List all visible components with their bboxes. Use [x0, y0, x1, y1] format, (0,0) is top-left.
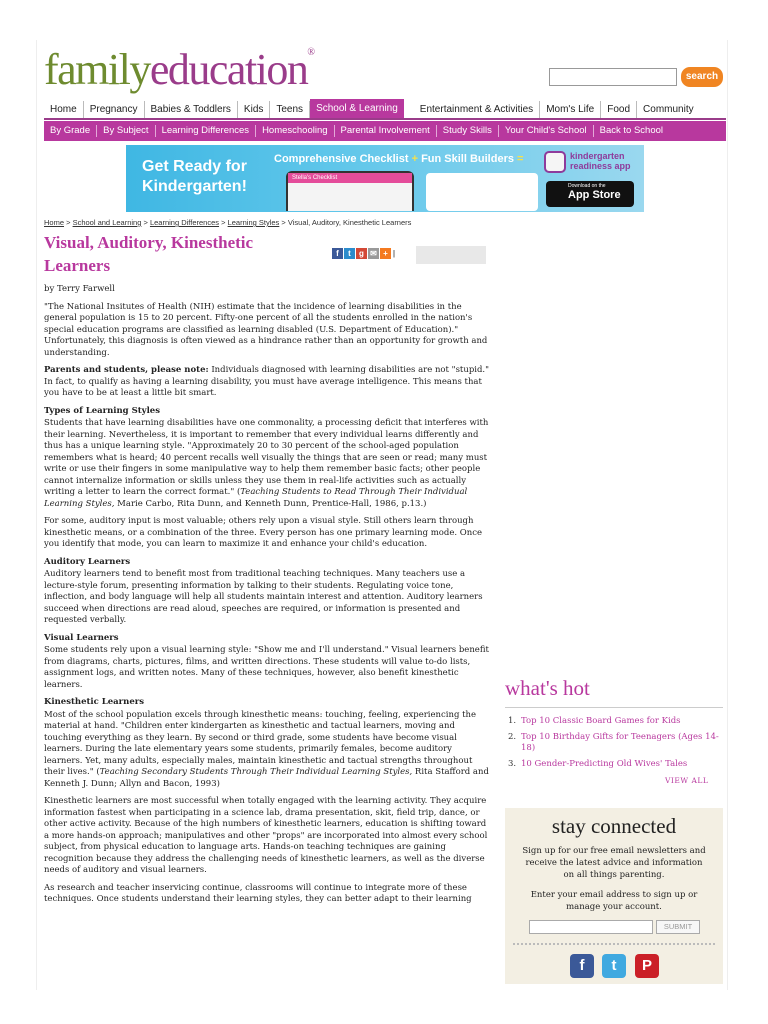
item-number: 3.	[508, 758, 517, 769]
banner-headline-2: Kindergarten!	[142, 178, 247, 195]
subnav-parental-involvement[interactable]: Parental Involvement	[335, 125, 437, 137]
email-share-icon[interactable]: ✉	[368, 248, 379, 259]
share-bar	[332, 248, 396, 259]
subnav-by-subject[interactable]: By Subject	[97, 125, 155, 137]
nav-kids[interactable]: Kids	[238, 101, 270, 118]
primary-nav	[44, 101, 726, 120]
view-all-link[interactable]: VIEW ALL	[665, 776, 709, 785]
whats-hot-list	[505, 716, 723, 770]
breadcrumb-home[interactable]: Home	[44, 218, 65, 227]
note-lead: Parents and students, please note:	[44, 365, 209, 375]
newsletter-email-input[interactable]	[529, 920, 653, 934]
article-paragraph: For some, auditory input is most valuable; others rely upon a visual style. Still others learn through kinesthetic means, or a combination of the three. Every person has one primary learning mode. Once you identify that mode, you can learn to maximize it and enhance your child's education.	[44, 516, 482, 549]
nav-home[interactable]: Home	[44, 101, 84, 118]
breadcrumb-learning-differences[interactable]: Learning Differences	[149, 218, 220, 227]
nav-babies-toddlers[interactable]: Babies & Toddlers	[145, 101, 238, 118]
article-paragraph-note	[44, 365, 490, 400]
banner-headline	[142, 157, 247, 197]
banner-tag-eq: =	[517, 153, 524, 165]
article-paragraph-kinesthetic	[44, 710, 490, 791]
whats-hot-item[interactable]	[505, 732, 723, 755]
pinterest-icon[interactable]: P	[635, 954, 659, 978]
secondary-nav	[44, 121, 726, 141]
banner-phone-header: Stella's Checklist	[288, 173, 412, 183]
dotted-divider	[513, 943, 715, 945]
facebook-icon[interactable]: f	[570, 954, 594, 978]
nav-moms-life[interactable]: Mom's Life	[540, 101, 601, 118]
nav-school-learning[interactable]: School & Learning	[310, 99, 404, 118]
nav-food[interactable]: Food	[601, 101, 637, 118]
search-input[interactable]	[549, 68, 677, 86]
nav-pregnancy[interactable]: Pregnancy	[84, 101, 145, 118]
nav-teens[interactable]: Teens	[270, 101, 310, 118]
kinesthetic-text: Most of the school population excels through kinesthetic means: touching, feeling, experiencing the material at hand. "Children enter kindergarten as kinesthetic and tactual learners, moving and touching everything as they learn. By second or third grade, some students have become visual learners. During the late elementary years some students, primarily females, become auditory learners. Yet, many adults, especially males, maintain kinesthetic and tactual strengths throughout their lives." (	[44, 709, 477, 777]
banner-app-name	[544, 151, 634, 175]
article-paragraph: Auditory learners tend to benefit most from traditional teaching techniques. Many teachers use a lecture-style forum, presenting information by talking to their students. Regulating voice tone, inflection, and body language will help all students maintain interest and attention. Auditory learners succeed when directions are read aloud, speeches are required, or information is presented and requested verbally.	[44, 569, 483, 625]
ad-banner[interactable]	[126, 145, 644, 212]
section-heading-auditory: Auditory Learners	[44, 556, 131, 567]
subnav-your-childs-school[interactable]: Your Child's School	[499, 125, 594, 137]
item-number: 2.	[508, 731, 517, 742]
banner-tag-plus: +	[411, 153, 418, 165]
stay-connected-title: stay connected	[551, 814, 677, 838]
logo-part-education: education	[149, 45, 308, 94]
google-plus-share-icon[interactable]: g	[356, 248, 367, 259]
banner-headline-1: Get Ready for	[142, 158, 247, 175]
kinesthetic-citation: Rita Stafford and Kenneth J. Dunn; Allyn and Bacon, 1993)	[44, 767, 489, 789]
types-citation-title: Teaching Students to Read Through Their Individual Learning Styles,	[44, 487, 468, 509]
logo-part-family: family	[44, 45, 150, 94]
page-title	[44, 231, 284, 277]
types-text: Students that have learning disabilities have one commonality, a processing deficit that interferes with their learning. Nevertheless, it is important to remember that every individual learns differently and thus has a unique learning style. "Approximately 20 to 30 percent of the school-aged population remembers what is heard; 40 percent recalls well visually the things that are seen or read; many must write or use their fingers in some manipulative way to help them remember basic facts; other people cannot internalize information or skills unless they use them in real-life activities such as actually writing a letter to learn the correct format." (	[44, 418, 489, 497]
article-paragraph: As research and teacher inservicing continue, classrooms will continue to integrate more of these techniques. Once students understand their learning styles, they can better adapt to their learning	[44, 882, 472, 904]
whats-hot-item[interactable]	[505, 716, 723, 728]
article-paragraph: Some students rely upon a visual learning style: "Show me and I'll understand." Visual learners benefit from diagrams, charts, pictures, films, and written directions. These students will value to-do lists, assignment logs, and written notes. Many of these techniques, however, also benefit kinesthetic learners.	[44, 645, 489, 690]
section-heading-types: Types of Learning Styles	[44, 405, 160, 416]
title-line-1: Visual, Auditory, Kinesthetic	[44, 233, 254, 252]
banner-app-3: app	[614, 161, 631, 171]
stay-connected-widget	[505, 808, 723, 984]
note-text: Individuals diagnosed with learning disabilities are not "stupid." In fact, to qualify as having a learning disability, you must have average intelligence. This means that you have to be at least a little bit smart.	[44, 365, 490, 398]
banner-tag-1: Comprehensive Checklist	[274, 153, 409, 165]
share-divider: |	[392, 249, 396, 258]
section-heading-visual: Visual Learners	[44, 632, 119, 643]
article-paragraph: Kinesthetic learners are most successful when totally engaged with the learning activity. They acquire information fastest when participating in a science lab, drama presentation, skit, field trip, dance, or other active activity. Because of the high numbers of kinesthetic learners, education is shifting toward a more hands-on approach; manipulatives and other "props" are incorporated into almost every school subject, from physical education to language arts. Hands-on teaching techniques are gaining recognition because they address the challenging needs of kinesthetic learners, as well as the diverse needs of auditory and visual learners.	[44, 796, 488, 875]
store-line-2: App Store	[568, 189, 621, 201]
newsletter-description: Sign up for our free email newsletters and receive the latest advice and information on all things parenting.	[522, 846, 706, 880]
banner-app-1: kindergarten	[570, 151, 625, 161]
subnav-homeschooling[interactable]: Homeschooling	[256, 125, 334, 137]
subnav-learning-differences[interactable]: Learning Differences	[156, 125, 257, 137]
site-logo[interactable]	[44, 45, 314, 94]
item-link[interactable]: 10 Gender-Predicting Old Wives' Tales	[521, 758, 688, 769]
article-paragraph-types	[44, 418, 490, 510]
share-widget-placeholder	[416, 246, 486, 264]
subnav-study-skills[interactable]: Study Skills	[437, 125, 499, 137]
whats-hot-item[interactable]	[505, 759, 723, 771]
byline: by Terry Farwell	[44, 284, 115, 294]
logo-registered: ®	[307, 47, 314, 58]
breadcrumb-learning-styles[interactable]: Learning Styles	[227, 218, 280, 227]
types-citation: Marie Carbo, Rita Dunn, and Kenneth Dunn, Prentice-Hall, 1986, p.13.)	[114, 498, 427, 509]
breadcrumb-current: Visual, Auditory, Kinesthetic Learners	[287, 218, 412, 227]
twitter-share-icon[interactable]: t	[344, 248, 355, 259]
search-button[interactable]: search	[681, 67, 723, 87]
banner-phone-image	[286, 171, 414, 211]
item-link[interactable]: Top 10 Birthday Gifts for Teenagers (Ages 14-18)	[521, 731, 719, 753]
more-share-icon[interactable]: +	[380, 248, 391, 259]
item-number: 1.	[508, 716, 517, 726]
facebook-share-icon[interactable]: f	[332, 248, 343, 259]
banner-app-screens	[426, 173, 538, 211]
store-line-1: Download on the	[568, 183, 606, 189]
subnav-by-grade[interactable]: By Grade	[44, 125, 97, 137]
submit-button[interactable]: SUBMIT	[656, 920, 700, 934]
item-link[interactable]: Top 10 Classic Board Games for Kids	[521, 716, 681, 726]
banner-tagline	[274, 153, 523, 165]
article-paragraph: "The National Insitutes of Health (NIH) estimate that the incidence of learning disabilities in the general population is 15 to 20 percent. Fifty-one percent of all the students enrolled in the nation's special education programs are classified as learning disabled (U.S. Department of Education)." Unfortunately, this diagnosis is often viewed as a hindrance rather than an opportunity for growth and understanding.	[44, 301, 488, 358]
article-body	[44, 284, 490, 912]
app-store-badge[interactable]	[546, 181, 634, 207]
banner-app-2: readiness	[570, 161, 613, 171]
subnav-back-to-school[interactable]: Back to School	[599, 125, 664, 136]
section-heading-kinesthetic: Kinesthetic Learners	[44, 697, 145, 707]
kinesthetic-citation-title: Teaching Secondary Students Through Their Individual Learning Styles,	[99, 767, 413, 777]
email-instructions: Enter your email address to sign up or manage your account.	[530, 890, 698, 912]
breadcrumb-school-learning[interactable]: School and Learning	[72, 218, 142, 227]
whats-hot-title: what's hot	[505, 676, 723, 708]
banner-tag-2: Fun Skill Builders	[421, 153, 514, 165]
nav-community[interactable]: Community	[643, 104, 694, 115]
app-icon	[544, 151, 566, 173]
nav-entertainment[interactable]: Entertainment & Activities	[414, 101, 540, 118]
whats-hot-widget	[505, 676, 723, 785]
twitter-icon[interactable]: t	[602, 954, 626, 978]
title-line-2: Learners	[44, 256, 111, 275]
breadcrumb: Home > School and Learning > Learning Differences > Learning Styles > Visual, Auditory, Kinesthetic Learners	[44, 218, 412, 227]
